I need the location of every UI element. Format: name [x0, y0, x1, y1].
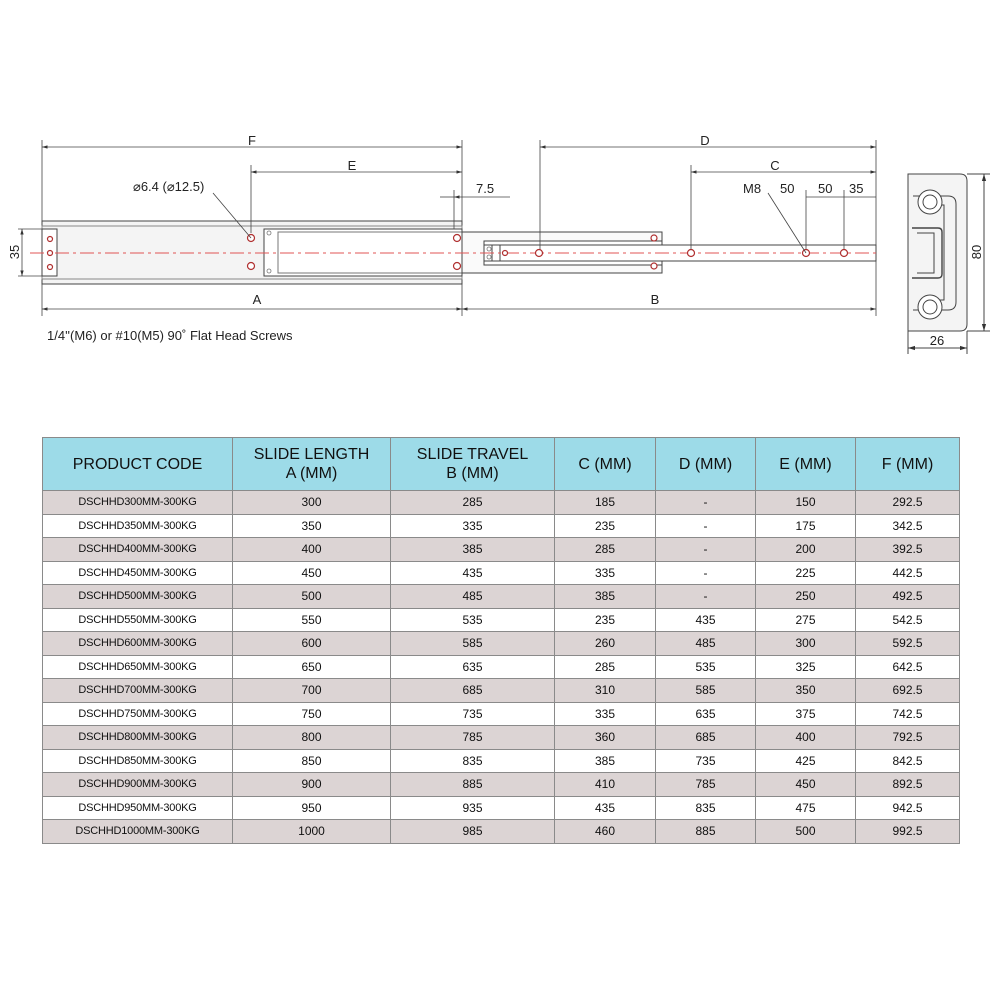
- cell-slide-length: 450: [233, 561, 391, 585]
- label-pitch-2: 50: [818, 181, 833, 196]
- cell-slide-travel: 685: [391, 679, 555, 703]
- cell-d: -: [656, 585, 756, 609]
- cell-slide-length: 950: [233, 796, 391, 820]
- cell-c: 310: [555, 679, 656, 703]
- header-slide-length: SLIDE LENGTH A (MM): [233, 438, 391, 491]
- header-e: E (MM): [756, 438, 856, 491]
- label-thread: M8: [743, 181, 762, 196]
- label-pitch-1: 50: [780, 181, 795, 196]
- label-end-offset: 35: [849, 181, 864, 196]
- cell-slide-travel: 535: [391, 608, 555, 632]
- cell-c: 385: [555, 585, 656, 609]
- cell-c: 235: [555, 514, 656, 538]
- cell-slide-length: 850: [233, 749, 391, 773]
- cell-product-code: DSCHHD850MM-300KG: [43, 749, 233, 773]
- cell-d: -: [656, 538, 756, 562]
- table-row: [43, 773, 960, 797]
- table-row: [43, 749, 960, 773]
- screw-note: 1/4''(M6) or #10(M5) 90˚ Flat Head Screws: [47, 328, 293, 343]
- cell-slide-length: 900: [233, 773, 391, 797]
- label-profile-height: 80: [969, 244, 984, 260]
- cell-f: 742.5: [856, 702, 960, 726]
- cell-slide-travel: 735: [391, 702, 555, 726]
- label-A: A: [252, 292, 262, 307]
- cell-e: 200: [756, 538, 856, 562]
- cell-c: 435: [555, 796, 656, 820]
- cell-slide-length: 350: [233, 514, 391, 538]
- header-product-code: PRODUCT CODE: [43, 438, 233, 491]
- cell-d: 685: [656, 726, 756, 750]
- label-E: E: [347, 158, 357, 173]
- cell-d: 585: [656, 679, 756, 703]
- cell-f: 892.5: [856, 773, 960, 797]
- table-row: [43, 585, 960, 609]
- slide-profile-section: [908, 174, 990, 354]
- label-gap: 7.5: [476, 181, 495, 196]
- cell-f: 992.5: [856, 820, 960, 844]
- cell-slide-travel: 785: [391, 726, 555, 750]
- cell-f: 292.5: [856, 491, 960, 515]
- cell-slide-length: 550: [233, 608, 391, 632]
- cell-product-code: DSCHHD950MM-300KG: [43, 796, 233, 820]
- label-B: B: [650, 292, 660, 307]
- cell-slide-travel: 985: [391, 820, 555, 844]
- cell-c: 410: [555, 773, 656, 797]
- label-C: C: [770, 158, 780, 173]
- cell-slide-travel: 585: [391, 632, 555, 656]
- cell-product-code: DSCHHD300MM-300KG: [43, 491, 233, 515]
- cell-d: -: [656, 491, 756, 515]
- specification-table: [42, 437, 960, 844]
- table-row: [43, 514, 960, 538]
- cell-slide-travel: 435: [391, 561, 555, 585]
- cell-d: 735: [656, 749, 756, 773]
- cell-d: 635: [656, 702, 756, 726]
- cell-slide-length: 600: [233, 632, 391, 656]
- header-f: F (MM): [856, 438, 960, 491]
- cell-c: 460: [555, 820, 656, 844]
- cell-product-code: DSCHHD650MM-300KG: [43, 655, 233, 679]
- cell-f: 342.5: [856, 514, 960, 538]
- cell-slide-length: 800: [233, 726, 391, 750]
- cell-slide-length: 650: [233, 655, 391, 679]
- label-height-left: 35: [7, 244, 22, 260]
- cell-d: 485: [656, 632, 756, 656]
- cell-slide-length: 500: [233, 585, 391, 609]
- cell-d: -: [656, 514, 756, 538]
- label-hole-diameter: ⌀6.4 (⌀12.5): [133, 179, 205, 194]
- table-row: [43, 655, 960, 679]
- cell-d: 835: [656, 796, 756, 820]
- cell-slide-length: 300: [233, 491, 391, 515]
- cell-f: 442.5: [856, 561, 960, 585]
- cell-f: 792.5: [856, 726, 960, 750]
- cell-e: 425: [756, 749, 856, 773]
- cell-f: 842.5: [856, 749, 960, 773]
- header-c: C (MM): [555, 438, 656, 491]
- cell-e: 275: [756, 608, 856, 632]
- cell-f: 642.5: [856, 655, 960, 679]
- cell-slide-travel: 835: [391, 749, 555, 773]
- cell-f: 942.5: [856, 796, 960, 820]
- cell-e: 150: [756, 491, 856, 515]
- cell-product-code: DSCHHD450MM-300KG: [43, 561, 233, 585]
- cell-e: 475: [756, 796, 856, 820]
- cell-product-code: DSCHHD1000MM-300KG: [43, 820, 233, 844]
- cell-d: 885: [656, 820, 756, 844]
- slide-technical-drawing: [0, 0, 1000, 400]
- table-row: [43, 608, 960, 632]
- cell-e: 225: [756, 561, 856, 585]
- cell-d: -: [656, 561, 756, 585]
- cell-c: 185: [555, 491, 656, 515]
- cell-c: 335: [555, 702, 656, 726]
- cell-slide-travel: 885: [391, 773, 555, 797]
- table-row: [43, 726, 960, 750]
- cell-e: 300: [756, 632, 856, 656]
- cell-e: 375: [756, 702, 856, 726]
- cell-slide-travel: 935: [391, 796, 555, 820]
- cell-c: 285: [555, 538, 656, 562]
- cell-d: 535: [656, 655, 756, 679]
- cell-f: 592.5: [856, 632, 960, 656]
- table-row: [43, 632, 960, 656]
- cell-e: 450: [756, 773, 856, 797]
- cell-e: 350: [756, 679, 856, 703]
- cell-product-code: DSCHHD600MM-300KG: [43, 632, 233, 656]
- table-row: [43, 561, 960, 585]
- table-row: [43, 538, 960, 562]
- cell-slide-travel: 285: [391, 491, 555, 515]
- cell-slide-travel: 485: [391, 585, 555, 609]
- cell-slide-length: 400: [233, 538, 391, 562]
- cell-product-code: DSCHHD550MM-300KG: [43, 608, 233, 632]
- cell-c: 235: [555, 608, 656, 632]
- cell-c: 260: [555, 632, 656, 656]
- cell-f: 542.5: [856, 608, 960, 632]
- label-D: D: [700, 133, 710, 148]
- label-profile-width: 26: [929, 333, 945, 348]
- cell-c: 335: [555, 561, 656, 585]
- cell-product-code: DSCHHD750MM-300KG: [43, 702, 233, 726]
- table-row: [43, 702, 960, 726]
- cell-f: 392.5: [856, 538, 960, 562]
- cell-c: 385: [555, 749, 656, 773]
- cell-product-code: DSCHHD500MM-300KG: [43, 585, 233, 609]
- cell-e: 400: [756, 726, 856, 750]
- cell-e: 325: [756, 655, 856, 679]
- cell-slide-travel: 385: [391, 538, 555, 562]
- cell-product-code: DSCHHD350MM-300KG: [43, 514, 233, 538]
- cell-product-code: DSCHHD700MM-300KG: [43, 679, 233, 703]
- cell-d: 435: [656, 608, 756, 632]
- table-row: [43, 491, 960, 515]
- cell-d: 785: [656, 773, 756, 797]
- table-row: [43, 679, 960, 703]
- cell-product-code: DSCHHD900MM-300KG: [43, 773, 233, 797]
- cell-e: 250: [756, 585, 856, 609]
- cell-e: 500: [756, 820, 856, 844]
- thread-leader: [768, 193, 806, 253]
- cell-f: 692.5: [856, 679, 960, 703]
- label-F: F: [248, 133, 256, 148]
- cell-c: 285: [555, 655, 656, 679]
- cell-slide-travel: 635: [391, 655, 555, 679]
- table-row: [43, 820, 960, 844]
- header-d: D (MM): [656, 438, 756, 491]
- cell-slide-length: 750: [233, 702, 391, 726]
- table-header-row: [43, 438, 960, 491]
- cell-product-code: DSCHHD400MM-300KG: [43, 538, 233, 562]
- cell-product-code: DSCHHD800MM-300KG: [43, 726, 233, 750]
- cell-slide-travel: 335: [391, 514, 555, 538]
- header-slide-travel: SLIDE TRAVEL B (MM): [391, 438, 555, 491]
- table-row: [43, 796, 960, 820]
- cell-e: 175: [756, 514, 856, 538]
- cell-slide-length: 700: [233, 679, 391, 703]
- cell-f: 492.5: [856, 585, 960, 609]
- cell-slide-length: 1000: [233, 820, 391, 844]
- cell-c: 360: [555, 726, 656, 750]
